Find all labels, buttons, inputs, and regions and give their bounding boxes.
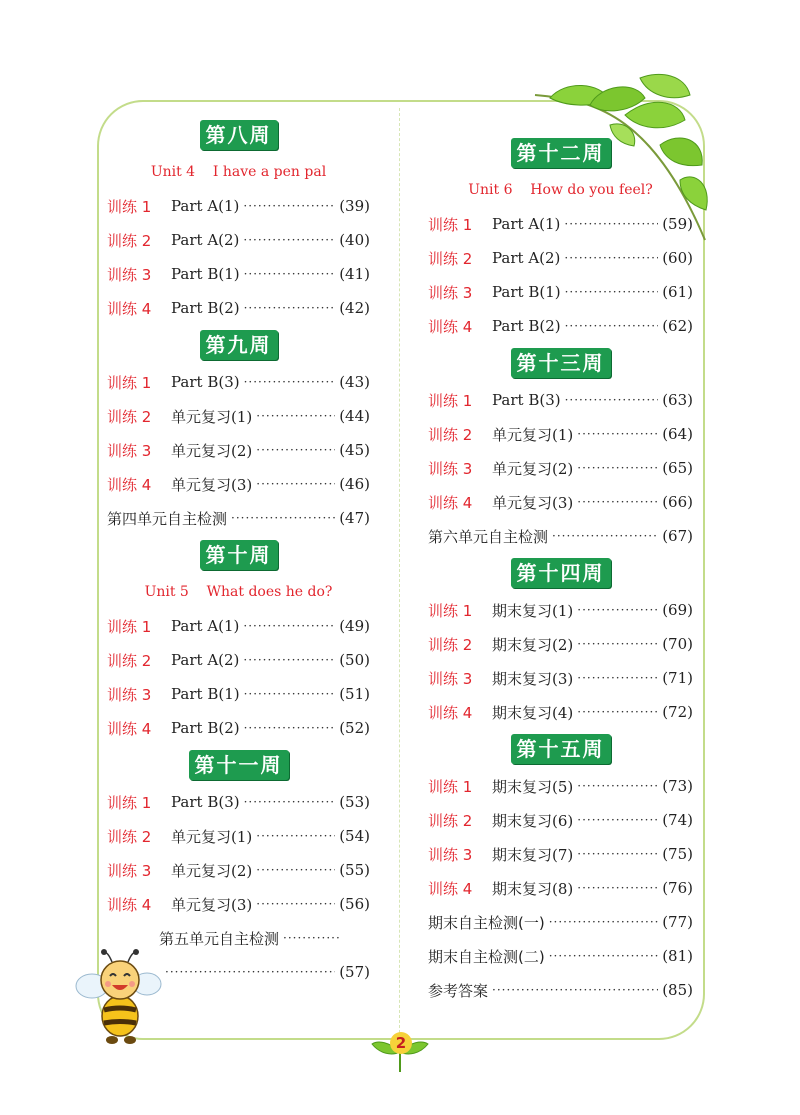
leader-dots [256,443,335,457]
entry-title: Part B(1) [171,685,240,703]
training-label: 训练 4 [428,879,473,898]
training-label: 训练 1 [428,215,473,234]
right-column [428,133,693,1007]
leader-dots [549,949,658,963]
page-ref: (81) [662,947,693,965]
entry-title: 单元复习(2) [492,459,574,478]
leader-dots [549,915,658,929]
leader-dots [577,603,658,617]
page-ref: (50) [339,651,370,669]
training-label: 训练 1 [107,197,152,216]
leader-dots [565,285,659,299]
week-title: 第十五周 [511,734,611,764]
page-ref: (44) [339,407,370,425]
leader-dots [243,619,335,633]
page-ref: (74) [662,811,693,829]
entry-title: Part B(1) [171,265,240,283]
entry-title: 期末复习(6) [492,811,574,830]
toc-entry[interactable] [107,643,370,677]
toc-entry[interactable] [428,519,693,553]
leader-dots [577,671,658,685]
entry-title: Part B(2) [492,317,561,335]
leader-dots [577,813,658,827]
toc-entry[interactable] [428,871,693,905]
toc-entry[interactable] [107,819,370,853]
entry-title: 单元复习(3) [492,493,574,512]
page-ref: (85) [662,981,693,999]
week-title: 第十一周 [189,750,289,780]
toc-entry[interactable] [107,609,370,643]
leader-dots [243,233,335,247]
page-number: 2 [390,1032,412,1054]
leader-dots [256,477,335,491]
leader-dots [577,881,658,895]
leader-dots [244,687,336,701]
training-label: 训练 4 [107,895,152,914]
training-label: 训练 2 [107,651,152,670]
page-ref: (62) [662,317,693,335]
entry-title: 第六单元自主检测 [428,527,549,546]
unit-heading: Unit 6 How do you feel? [468,182,653,198]
toc-entry[interactable] [107,677,370,711]
page-ref: (70) [662,635,693,653]
page-ref: (63) [662,391,693,409]
entry-title: 第四单元自主检测 [107,509,228,528]
training-label: 训练 1 [107,793,152,812]
left-column [107,115,370,989]
toc-entry[interactable] [107,291,370,325]
leader-dots [243,199,335,213]
leader-dots [256,409,335,423]
toc-entry[interactable] [428,905,693,939]
toc-entry[interactable] [107,711,370,745]
page-ref: (66) [662,493,693,511]
page-ref: (60) [662,249,693,267]
leader-dots [244,795,336,809]
page-ref: (65) [662,459,693,477]
week-title: 第十四周 [511,558,611,588]
toc-entry[interactable] [428,593,693,627]
entry-title: 期末复习(1) [492,601,574,620]
training-label: 训练 1 [428,601,473,620]
leader-dots [244,301,336,315]
toc-entry[interactable] [107,433,370,467]
training-label: 训练 3 [107,441,152,460]
leader-dots [256,863,335,877]
entry-title: 期末自主检测(一) [428,913,545,932]
leader-dots [577,637,658,651]
leader-dots [577,427,658,441]
toc-entry[interactable] [107,501,370,535]
leader-dots [244,267,336,281]
training-label: 训练 1 [107,617,152,636]
leader-dots [564,251,658,265]
entry-title: 单元复习(3) [171,895,253,914]
page-ref: (49) [339,617,370,635]
page-ref: (71) [662,669,693,687]
leader-dots [565,393,659,407]
entry-title: 期末复习(2) [492,635,574,654]
toc-entry[interactable] [428,383,693,417]
page-ref: (39) [339,197,370,215]
leader-dots [243,653,335,667]
training-label: 训练 1 [428,391,473,410]
training-label: 训练 2 [107,407,152,426]
entry-title: 单元复习(3) [171,475,253,494]
week-title: 第九周 [200,330,278,360]
entry-title: Part A(2) [171,651,240,669]
training-label: 训练 3 [107,265,152,284]
page-ref: (73) [662,777,693,795]
training-label: 训练 4 [107,299,152,318]
leader-dots [564,217,658,231]
page-ref: (52) [339,719,370,737]
page-ref: (51) [339,685,370,703]
entry-title: 第五单元自主检测 [159,929,280,948]
entry-title: Part A(1) [171,197,240,215]
leader-dots [492,983,658,997]
entry-title: Part A(2) [171,231,240,249]
column-divider [399,108,400,1033]
leader-dots [165,965,335,979]
toc-entry[interactable] [428,939,693,973]
training-label: 训练 2 [428,811,473,830]
page-ref: (47) [339,509,370,527]
page-ref: (76) [662,879,693,897]
training-label: 训练 2 [428,635,473,654]
entry-title: 参考答案 [428,981,489,1000]
toc-entry[interactable] [428,485,693,519]
toc-entry[interactable] [107,189,370,223]
page-ref: (54) [339,827,370,845]
toc-entry[interactable] [428,803,693,837]
entry-title: Part A(2) [492,249,561,267]
page-ref: (40) [339,231,370,249]
training-label: 训练 3 [428,283,473,302]
toc-entry[interactable] [428,973,693,1007]
toc-entry[interactable] [107,223,370,257]
entry-title: 期末复习(3) [492,669,574,688]
page-ref: (59) [662,215,693,233]
toc-entry[interactable] [428,837,693,871]
entry-title: 单元复习(1) [492,425,574,444]
entry-title: 期末复习(7) [492,845,574,864]
entry-title: Part B(3) [492,391,561,409]
training-label: 训练 3 [107,861,152,880]
entry-title: 期末复习(4) [492,703,574,722]
page-ref: (53) [339,793,370,811]
page-ref: (75) [662,845,693,863]
toc-entry[interactable] [428,275,693,309]
leader-dots [577,705,658,719]
entry-title: Part B(2) [171,719,240,737]
training-label: 训练 3 [428,459,473,478]
toc-entry[interactable] [428,309,693,343]
bee-mascot-icon [72,948,167,1048]
training-label: 训练 4 [428,703,473,722]
toc-entry[interactable] [107,467,370,501]
page-ref: (72) [662,703,693,721]
page-ref: (67) [662,527,693,545]
entry-title: 单元复习(2) [171,441,253,460]
page-ref: (61) [662,283,693,301]
page-ref: (56) [339,895,370,913]
page-ref: (69) [662,601,693,619]
leader-dots [565,319,659,333]
entry-title: 期末自主检测(二) [428,947,545,966]
toc-entry[interactable] [428,207,693,241]
leader-dots [244,375,336,389]
toc-entry[interactable] [428,769,693,803]
entry-title: Part A(1) [171,617,240,635]
toc-entry[interactable] [428,451,693,485]
toc-entry[interactable] [107,399,370,433]
toc-entry[interactable] [428,241,693,275]
entry-title: 单元复习(2) [171,861,253,880]
leader-dots [244,721,336,735]
page-ref: (41) [339,265,370,283]
leader-dots [577,461,658,475]
entry-title: 单元复习(1) [171,827,253,846]
page-ref: (46) [339,475,370,493]
training-label: 训练 2 [107,827,152,846]
toc-entry[interactable] [107,257,370,291]
leader-dots [577,779,658,793]
page-ref: (64) [662,425,693,443]
page-ref: (45) [339,441,370,459]
training-label: 训练 4 [107,475,152,494]
week-title: 第十周 [200,540,278,570]
week-title: 第十二周 [511,138,611,168]
entry-title: Part A(1) [492,215,561,233]
toc-entry[interactable] [428,417,693,451]
leader-dots [552,529,658,543]
leader-dots [283,931,341,945]
week-title: 第八周 [200,120,278,150]
entry-title: Part B(3) [171,793,240,811]
leader-dots [256,829,335,843]
training-label: 训练 1 [428,777,473,796]
leader-dots [231,511,335,525]
training-label: 训练 1 [107,373,152,392]
leader-dots [577,847,658,861]
training-label: 训练 4 [428,493,473,512]
toc-entry[interactable] [107,365,370,399]
entry-title: 期末复习(5) [492,777,574,796]
training-label: 训练 2 [428,249,473,268]
toc-entry[interactable] [428,661,693,695]
entry-title: Part B(1) [492,283,561,301]
toc-entry[interactable] [428,627,693,661]
unit-heading: Unit 4 I have a pen pal [150,164,327,180]
toc-entry[interactable] [107,887,370,921]
leader-dots [577,495,658,509]
entry-title: 单元复习(1) [171,407,253,426]
training-label: 训练 3 [428,669,473,688]
page-ref: (57) [339,963,370,981]
toc-entry[interactable] [107,853,370,887]
entry-title: 期末复习(8) [492,879,574,898]
week-title: 第十三周 [511,348,611,378]
training-label: 训练 2 [107,231,152,250]
training-label: 训练 2 [428,425,473,444]
toc-entry[interactable] [107,785,370,819]
page-ref: (43) [339,373,370,391]
entry-title: Part B(3) [171,373,240,391]
training-label: 训练 3 [428,845,473,864]
training-label: 训练 4 [107,719,152,738]
entry-title: Part B(2) [171,299,240,317]
training-label: 训练 4 [428,317,473,336]
page-ref: (77) [662,913,693,931]
page-ref: (55) [339,861,370,879]
leader-dots [256,897,335,911]
unit-heading: Unit 5 What does he do? [144,584,333,600]
toc-entry[interactable] [428,695,693,729]
training-label: 训练 3 [107,685,152,704]
page-ref: (42) [339,299,370,317]
